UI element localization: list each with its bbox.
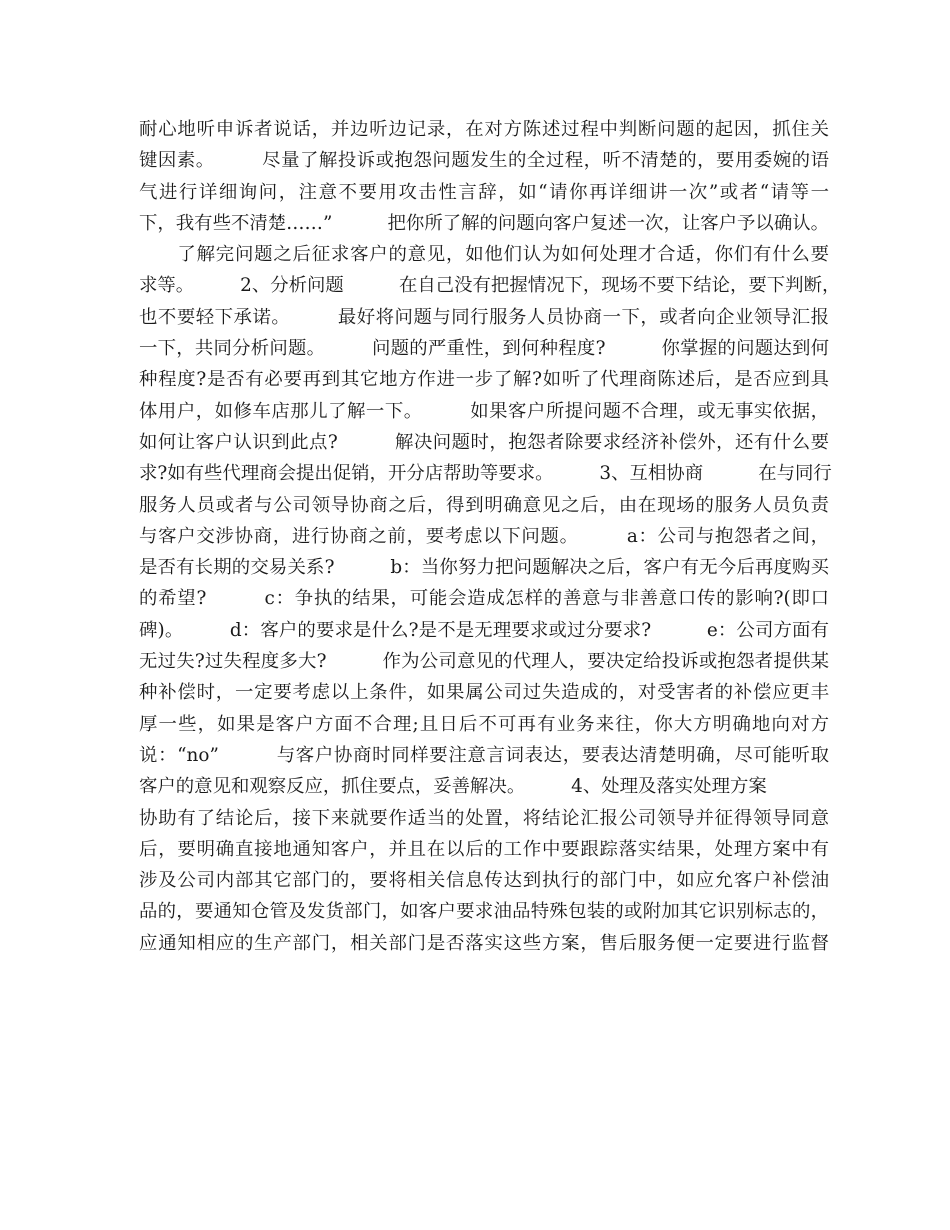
text-line: 协助有了结论后，接下来就要作适当的处置，将结论汇报公司领导并征得领导同意 [139,807,829,829]
text-line: 品的，要通知仓管及发货部门，如客户要求油品特殊包装的或附加其它识别标志的， [139,901,829,923]
text-line: 涉及公司内部其它部门的，要将相关信息传达到执行的部门中，如应允客户补偿油 [139,870,829,892]
text-line: 客户的意见和观察反应，抓住要点，妥善解决。 4、处理及落实处理方案 [139,776,767,798]
text-line: 如何让客户认识到此点? 解决问题时，抱怨者除要求经济补偿外，还有什么要 [139,431,829,453]
text-line: 的希望? c：争执的结果，可能会造成怎样的善意与非善意口传的影响?(即口 [139,588,829,610]
text-line: 了解完问题之后征求客户的意见，如他们认为如何处理才合适，你们有什么要 [139,244,829,266]
text-line: 体用户，如修车店那儿了解一下。 如果客户所提问题不合理，或无事实依据， [139,400,829,422]
text-line: 后，要明确直接地通知客户，并且在以后的工作中要跟踪落实结果，处理方案中有 [139,838,829,860]
text-line: 一下，共同分析问题。 问题的严重性，到何种程度? 你掌握的问题达到何 [139,338,829,360]
text-line: 服务人员或者与公司领导协商之后，得到明确意见之后，由在现场的服务人员负责 [139,494,829,516]
text-line: 种补偿时，一定要考虑以上条件，如果属公司过失造成的，对受害者的补偿应更丰 [139,682,829,704]
text-line: 是否有长期的交易关系? b：当你努力把问题解决之后，客户有无今后再度购买 [139,557,829,579]
text-line: 种程度?是否有必要再到其它地方作进一步了解?如听了代理商陈述后，是否应到具 [139,369,829,391]
text-line: 求?如有些代理商会提出促销，开分店帮助等要求。 3、互相协商 在与同行 [139,463,832,485]
text-line: 说：“no” 与客户协商时同样要注意言词表达，要表达清楚明确，尽可能听取 [139,744,829,766]
body-text [139,114,841,959]
text-line: 气进行详细询问，注意不要用攻击性言辞，如“请你再详细讲一次”或者“请等一 [139,181,829,203]
text-line: 无过失?过失程度多大? 作为公司意见的代理人，要决定给投诉或抱怨者提供某 [139,651,829,673]
text-line: 厚一些，如果是客户方面不合理;且日后不可再有业务来往，你大方明确地向对方 [139,713,829,735]
text-line: 下，我有些不清楚……” 把你所了解的问题向客户复述一次，让客户予以确认。 [139,212,829,234]
text-line: 应通知相应的生产部门，相关部门是否落实这些方案，售后服务便一定要进行监督 [139,932,829,954]
text-line: 耐心地听申诉者说话，并边听边记录，在对方陈述过程中判断问题的起因，抓住关 [139,119,829,140]
text-line: 与客户交涉协商，进行协商之前，要考虑以下问题。 a：公司与抱怨者之间， [139,525,829,547]
text-line: 键因素。 尽量了解投诉或抱怨问题发生的全过程，听不清楚的，要用委婉的语 [139,150,829,172]
text-line: 也不要轻下承诺。 最好将问题与同行服务人员协商一下，或者向企业领导汇报 [139,306,829,328]
text-line: 求等。 2、分析问题 在自己没有把握情况下，现场不要下结论，要下判断， [139,275,841,297]
text-line: 碑)。 d：客户的要求是什么?是不是无理要求或过分要求? e：公司方面有 [139,619,829,641]
